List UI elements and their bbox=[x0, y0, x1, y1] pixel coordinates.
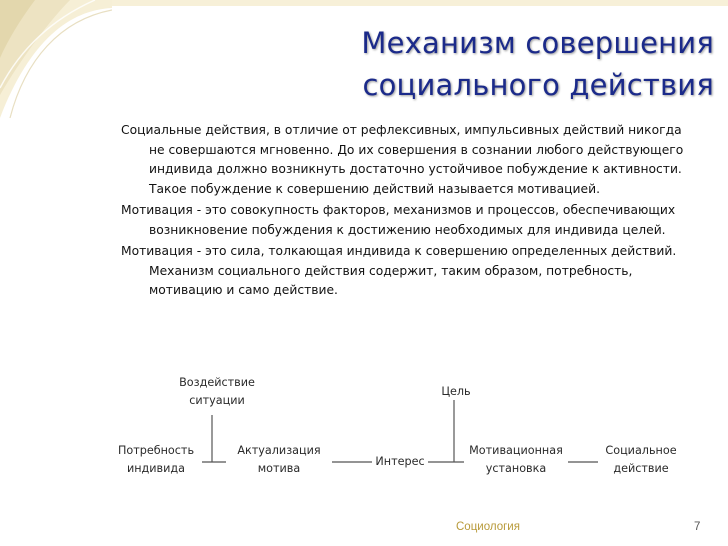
goal-label bbox=[436, 383, 476, 401]
actualization-label bbox=[228, 442, 330, 478]
impact-line-2: ситуации bbox=[189, 394, 245, 407]
need-line-2: индивида bbox=[126, 462, 186, 475]
actualization-line-2: мотива bbox=[257, 462, 301, 475]
footer-course: Социология bbox=[456, 521, 520, 533]
motivational-label bbox=[464, 442, 568, 478]
paragraph-3: Мотивация - это сила, толкающая индивида к совершению определенных действий. Механизм социального действия содержит, таким образом, потребность, мотивацию и само действие. bbox=[121, 244, 677, 297]
body-text bbox=[121, 121, 691, 303]
page-number: 7 bbox=[694, 521, 701, 533]
need-line-1: Потребность bbox=[117, 444, 195, 457]
interest-text: Интерес bbox=[375, 455, 425, 468]
paragraph-1: Социальные действия, в отличие от рефлексивных, импульсивных действий никогда не совершаются мгновенно. До их совершения в сознании любого действующего индивида должно возникнуть достаточно устойчивое побуждение к активности. Такое побуждение к совершению действий называется мотивацией. bbox=[121, 123, 684, 196]
impact-line-1: Воздействие bbox=[179, 376, 255, 389]
title-line-2: социального действия bbox=[362, 68, 714, 102]
corner-decoration bbox=[0, 0, 112, 118]
impact-label bbox=[172, 374, 262, 410]
paragraph-2: Мотивация - это совокупность факторов, механизмов и процессов, обеспечивающих возникновение побуждения к достижению необходимых для индивида целей. bbox=[121, 203, 676, 237]
need-label bbox=[112, 442, 200, 478]
goal-text: Цель bbox=[441, 385, 471, 398]
motivational-line-2: установка bbox=[485, 462, 547, 475]
interest-label bbox=[372, 453, 428, 471]
social-action-label bbox=[598, 442, 684, 478]
actualization-line-1: Актуализация bbox=[237, 444, 321, 457]
motivational-line-1: Мотивационная bbox=[469, 444, 563, 457]
social-line-1: Социальное bbox=[605, 444, 677, 457]
slide-title bbox=[240, 22, 714, 106]
social-line-2: действие bbox=[613, 462, 669, 475]
mechanism-diagram bbox=[110, 370, 690, 490]
title-line-1: Механизм совершения bbox=[361, 26, 714, 60]
